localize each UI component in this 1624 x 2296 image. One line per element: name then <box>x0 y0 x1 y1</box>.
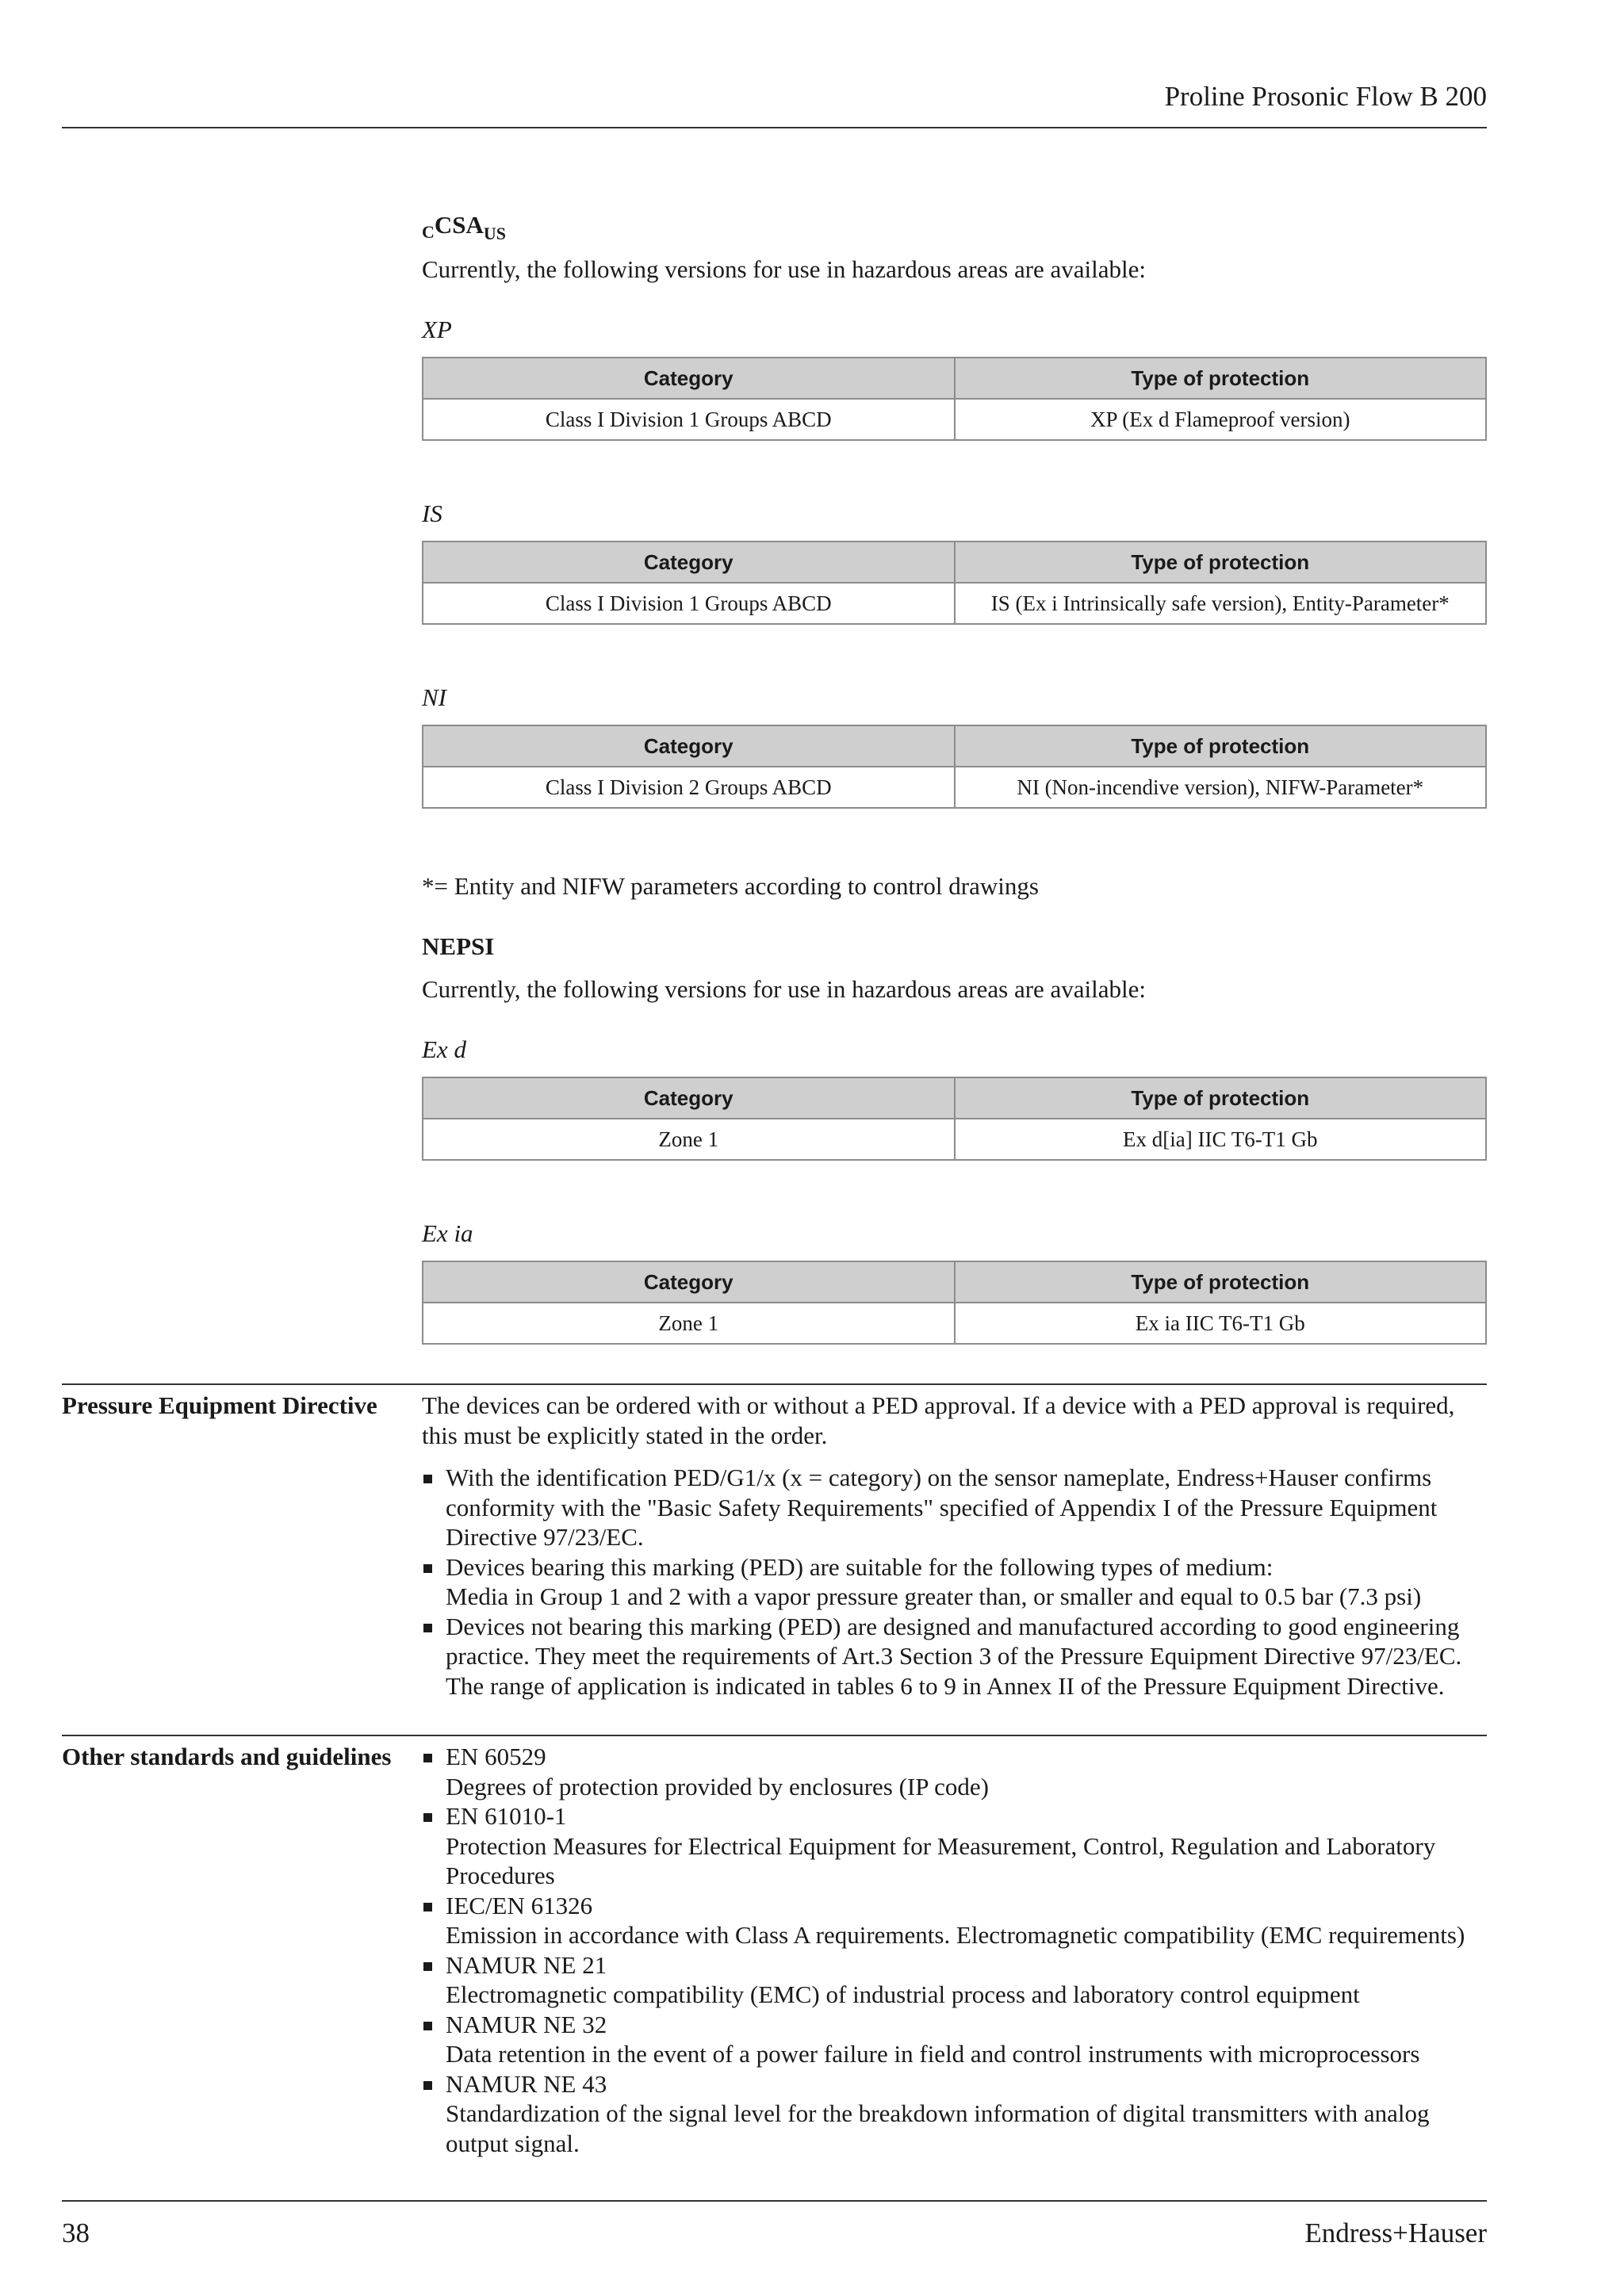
page-number: 38 <box>62 2218 90 2248</box>
protection-cell: Ex d[ia] IIC T6-T1 Gb <box>955 1119 1487 1160</box>
xp-protection-table <box>422 357 1487 441</box>
csa-heading <box>422 212 1487 243</box>
column-header-category: Category <box>423 358 955 399</box>
category-cell: Class I Division 1 Groups ABCD <box>423 399 955 440</box>
table-row <box>423 583 1486 624</box>
list-item: Devices not bearing this marking (PED) are designed and manufactured according to good engineering practice. They meet the requirements of Art.3 Section 3 of the Pressure Equipment Directive 97/23/EC. The range of application is indicated in tables 6 to 9 in Annex II of the Pressure Equipment Directive. <box>422 1612 1487 1701</box>
table-label-ex-ia: Ex ia <box>422 1219 473 1247</box>
standard-title: NAMUR NE 32 <box>446 2010 607 2038</box>
column-header-type-of-protection: Type of protection <box>955 725 1487 767</box>
category-cell: Class I Division 1 Groups ABCD <box>423 583 955 624</box>
nepsi-heading: NEPSI <box>422 932 495 960</box>
list-item-line: Devices bearing this marking (PED) are suitable for the following types of medium: <box>446 1552 1274 1581</box>
table-row <box>423 1119 1486 1160</box>
standard-title: NAMUR NE 43 <box>446 2069 607 2098</box>
column-header-category: Category <box>423 1077 955 1119</box>
ped-bullet-list <box>422 1463 1487 1701</box>
table-label-is: IS <box>422 499 442 527</box>
protection-cell: IS (Ex i Intrinsically safe version), Entity-Parameter* <box>955 583 1487 624</box>
column-header-type-of-protection: Type of protection <box>955 541 1487 583</box>
ped-section-body <box>422 1391 1487 1701</box>
list-item <box>422 1950 1487 2010</box>
section-divider <box>62 1383 1487 1385</box>
ped-section-label: Pressure Equipment Directive <box>62 1391 377 1419</box>
standard-description: Degrees of protection provided by enclosures (IP code) <box>446 1772 989 1800</box>
category-cell: Zone 1 <box>423 1119 955 1160</box>
ni-protection-table <box>422 725 1487 809</box>
csa-heading-main: CSA <box>434 211 484 239</box>
column-header-category: Category <box>423 1261 955 1303</box>
standards-section-body <box>422 1742 1487 2158</box>
standard-description: Protection Measures for Electrical Equipment for Measurement, Control, Regulation and Laboratory Procedures <box>446 1831 1436 1889</box>
protection-cell: XP (Ex d Flameproof version) <box>955 399 1487 440</box>
list-item <box>422 2010 1487 2069</box>
list-item <box>422 1552 1487 1612</box>
standard-title: NAMUR NE 21 <box>446 1950 607 1979</box>
standard-title: IEC/EN 61326 <box>446 1891 593 1919</box>
table-row <box>423 399 1486 440</box>
column-header-type-of-protection: Type of protection <box>955 358 1487 399</box>
table-row <box>423 767 1486 808</box>
list-item <box>422 1742 1487 1801</box>
csa-intro: Currently, the following versions for use in hazardous areas are available: <box>422 255 1147 283</box>
csa-heading-prefix: C <box>422 222 435 242</box>
column-header-category: Category <box>423 541 955 583</box>
column-header-category: Category <box>423 725 955 767</box>
standards-section-label: Other standards and guidelines <box>62 1743 392 1770</box>
nepsi-intro: Currently, the following versions for use in hazardous areas are available: <box>422 975 1147 1003</box>
page-header <box>62 0 1487 128</box>
standard-title: EN 60529 <box>446 1743 546 1770</box>
table-row <box>423 1303 1486 1344</box>
table-label-ni: NI <box>422 683 446 711</box>
protection-cell: NI (Non-incendive version), NIFW-Parameter* <box>955 767 1487 808</box>
document-title: Proline Prosonic Flow B 200 <box>1164 81 1487 112</box>
is-protection-table <box>422 541 1487 625</box>
list-item <box>422 1801 1487 1891</box>
table-label-ex-d: Ex d <box>422 1035 466 1063</box>
brand-name: Endress+Hauser <box>1304 2218 1487 2248</box>
csa-heading-suffix: US <box>483 224 507 243</box>
column-header-type-of-protection: Type of protection <box>955 1077 1487 1119</box>
standard-description: Data retention in the event of a power failure in field and control instruments with microprocessors <box>446 2040 1420 2068</box>
standard-description: Electromagnetic compatibility (EMC) of industrial process and laboratory control equipment <box>446 1980 1360 2008</box>
ex-ia-protection-table <box>422 1261 1487 1345</box>
list-item <box>422 2069 1487 2159</box>
ped-intro: The devices can be ordered with or without a PED approval. If a device with a PED approval is required, this must be explicitly stated in the order. <box>422 1391 1455 1449</box>
category-cell: Zone 1 <box>423 1303 955 1344</box>
section-divider <box>62 1735 1487 1736</box>
standards-bullet-list <box>422 1742 1487 2158</box>
standard-description: Emission in accordance with Class A requirements. Electromagnetic compatibility (EMC requirements) <box>446 1921 1465 1949</box>
list-item <box>422 1891 1487 1950</box>
csa-footnote: *= Entity and NIFW parameters according to control drawings <box>422 872 1039 900</box>
category-cell: Class I Division 2 Groups ABCD <box>423 767 955 808</box>
standard-title: EN 61010-1 <box>446 1802 567 1830</box>
column-header-type-of-protection: Type of protection <box>955 1261 1487 1303</box>
ex-d-protection-table <box>422 1077 1487 1161</box>
protection-cell: Ex ia IIC T6-T1 Gb <box>955 1303 1487 1344</box>
list-item: With the identification PED/G1/x (x = category) on the sensor nameplate, Endress+Hauser confirms conformity with the "Basic Safety Requirements" specified of Appendix I of the Pressure Equipment Directive 97/23/EC. <box>422 1463 1487 1552</box>
list-item-line: Media in Group 1 and 2 with a vapor pressure greater than, or smaller and equal to 0.5 bar (7.3 psi) <box>446 1582 1422 1610</box>
page-footer <box>62 2200 1487 2248</box>
table-label-xp: XP <box>422 316 452 343</box>
standard-description: Standardization of the signal level for the breakdown information of digital transmitters with analog output signal. <box>446 2099 1430 2157</box>
